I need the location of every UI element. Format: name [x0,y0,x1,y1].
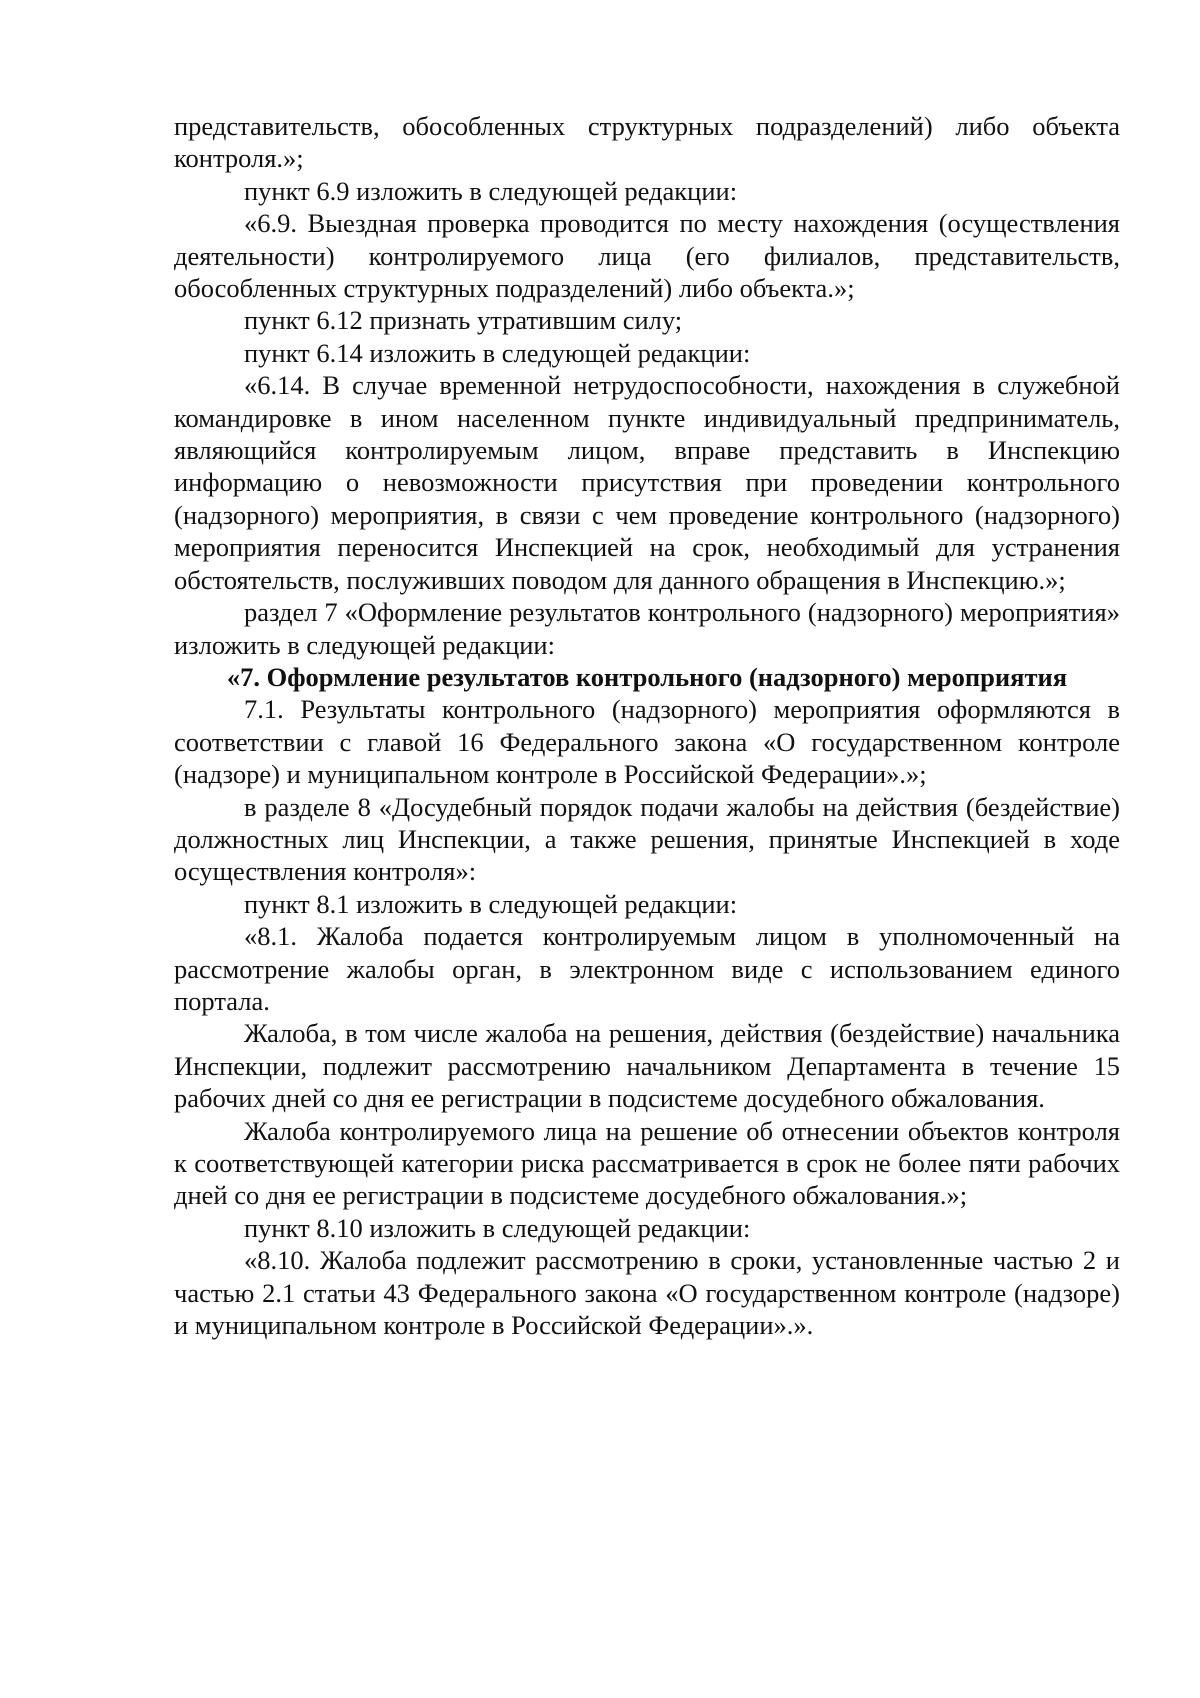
paragraph-complaint-risk: Жалоба контролируемого лица на решение об отнесении объектов контроля к соответствующей категории риска рассматривается в срок не более пяти рабочих дней со дня ее регистрации в подсистеме досудебного обжалования.»; [174,1115,1120,1211]
paragraph-item-6-12: пункт 6.12 признать утратившим силу; [244,305,683,336]
paragraph-item-8-1-intro: пункт 8.1 изложить в следующей редакции: [244,888,738,919]
paragraph-item-8-10-intro: пункт 8.10 изложить в следующей редакции: [244,1212,751,1243]
paragraph-item-8-10: «8.10. Жалоба подлежит рассмотрению в сроки, установленные частью 2 и частью 2.1 статьи 43 Федерального закона «О государственном контроле (надзоре) и муниципальном контроле в Российской Федерации».». [174,1245,1120,1341]
section-7-heading: «7. Оформление результатов контрольного (надзорного) мероприятия [226,661,1068,692]
paragraph-item-6-14: «6.14. В случае временной нетрудоспособности, нахождения в служебной командировке в ином населенном пункте индивидуальный предприниматель, являющийся контролируемым лицом, вправе представить в Инспекцию информацию о невозможности присутствия при проведении контрольного (надзорного) мероприятия, в связи с чем проведение контрольного (надзорного) мероприятия переносится Инспекцией на срок, необходимый для устранения обстоятельств, послуживших поводом для данного обращения в Инспекцию.»; [174,370,1120,595]
paragraph-item-6-14-intro: пункт 6.14 изложить в следующей редакции: [244,337,751,368]
paragraph-section-8-intro: в разделе 8 «Досудебный порядок подачи жалобы на действия (бездействие) должностных лиц Инспекции, а также решения, принятые Инспекцией в ходе осуществления контроля»: [174,791,1120,887]
paragraph-section-7-intro: раздел 7 «Оформление результатов контрольного (надзорного) мероприятия» изложить в следующей редакции: [174,597,1120,660]
paragraph-item-8-1: «8.1. Жалоба подается контролируемым лицом в уполномоченный на рассмотрение жалобы орган, в электронном виде с использованием единого портала. [174,921,1120,1016]
paragraph-continuation: представительств, обособленных структурных подразделений) либо объекта контроля.»; [174,111,1120,174]
paragraph-complaint-head: Жалоба, в том числе жалоба на решения, действия (бездействие) начальника Инспекции, подлежит рассмотрению начальником Департамента в течение 15 рабочих дней со дня ее регистрации в подсистеме досудебного обжалования. [174,1018,1120,1114]
paragraph-item-6-9: «6.9. Выездная проверка проводится по месту нахождения (осуществления деятельности) контролируемого лица (его филиалов, представительств, обособленных структурных подразделений) либо объекта.»; [174,208,1120,304]
paragraph-item-6-9-intro: пункт 6.9 изложить в следующей редакции: [244,175,738,206]
paragraph-item-7-1: 7.1. Результаты контрольного (надзорного) мероприятия оформляются в соответствии с главой 16 Федерального закона «О государственном контроле (надзоре) и муниципальном контроле в Российской Федерации».»; [174,694,1120,790]
